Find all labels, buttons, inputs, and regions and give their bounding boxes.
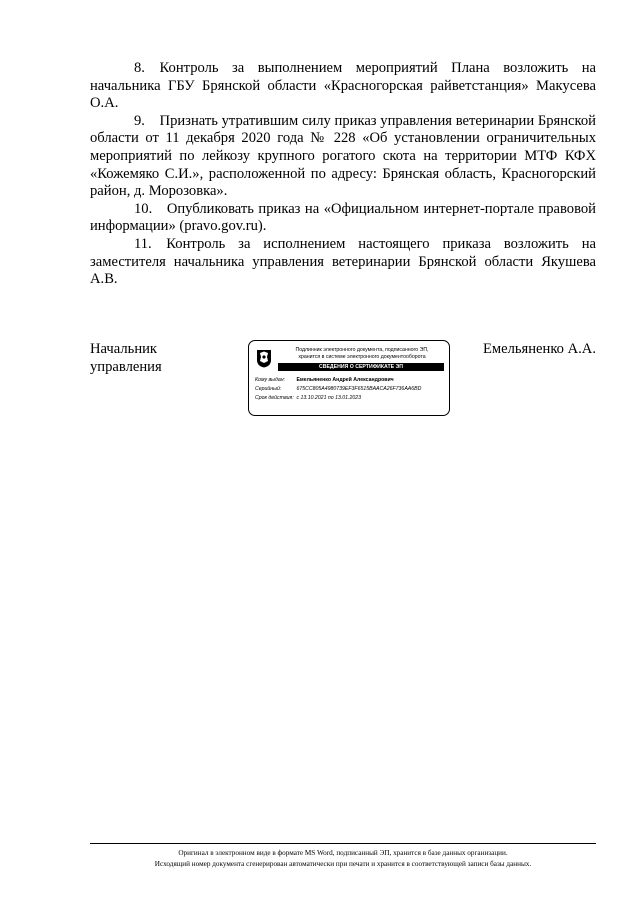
footer-line1: Оригинал в электронном виде в формате MS Word, подписанный ЭП, хранится в базе данных организации. [178,849,508,857]
electronic-signature-stamp [248,340,450,416]
page-footer [90,843,596,869]
stamp-header [278,347,446,360]
stamp-row-validity [255,395,361,402]
validity-value: с 13.10.2021 по 13.01.2023 [296,395,362,401]
paragraph-11: 11. Контроль за исполнением настоящего приказа возложить на заместителя начальника управления ветеринарии Брянской области Якушева А.В. [90,235,596,288]
paragraph-8: 8. Контроль за выполнением мероприятий Плана возложить на начальника ГБУ Брянской области «Красногорская райветстанция» Макусева О.А. [90,60,596,112]
signer-position-line1: Начальник [90,341,158,357]
stamp-header-line2: хранится в системе электронного документооборота [298,353,426,360]
signer-position [90,340,162,376]
stamp-row-issued-to [255,377,394,384]
stamp-header-line1: Подлинник электронного документа, подписанного ЭП, [295,347,429,353]
validity-label: Срок действия: [255,395,294,401]
issued-to-label: Кому выдан: [255,377,286,383]
footer-line2: Исходящий номер документа сгенерирован автоматически при печати и хранится в соответствующей записи базы данных. [154,859,532,868]
stamp-title: СВЕДЕНИЯ О СЕРТИФИКАТЕ ЭП [278,363,444,371]
stamp-row-serial [255,386,421,393]
serial-label: Серийный: [255,386,282,392]
paragraph-9: 9. Признать утратившим силу приказ управления ветеринарии Брянской области от 11 декабря 2020 года № 228 «Об установлении ограничительных мероприятий по лейкозу крупного рогатого скота на территории МТФ КФХ «Кожемяко С.И.», расположенной по адресу: Брянская область, Красногорский район, д. Морозовка». [90,112,596,200]
coat-of-arms-icon [256,349,272,368]
signer-position-line2: управления [90,359,162,375]
document-body [90,60,596,289]
issued-to-value: Емельяненко Андрей Александрович [296,377,394,383]
serial-value: 675CC805A4980739EF3F6515BAACA26F736AA6BD [296,386,422,392]
signer-name: Емельяненко А.А. [482,341,596,357]
paragraph-10: 10. Опубликовать приказ на «Официальном интернет-портале правовой информации» (pravo.gov.ru). [90,200,596,235]
signature-block [90,340,596,425]
